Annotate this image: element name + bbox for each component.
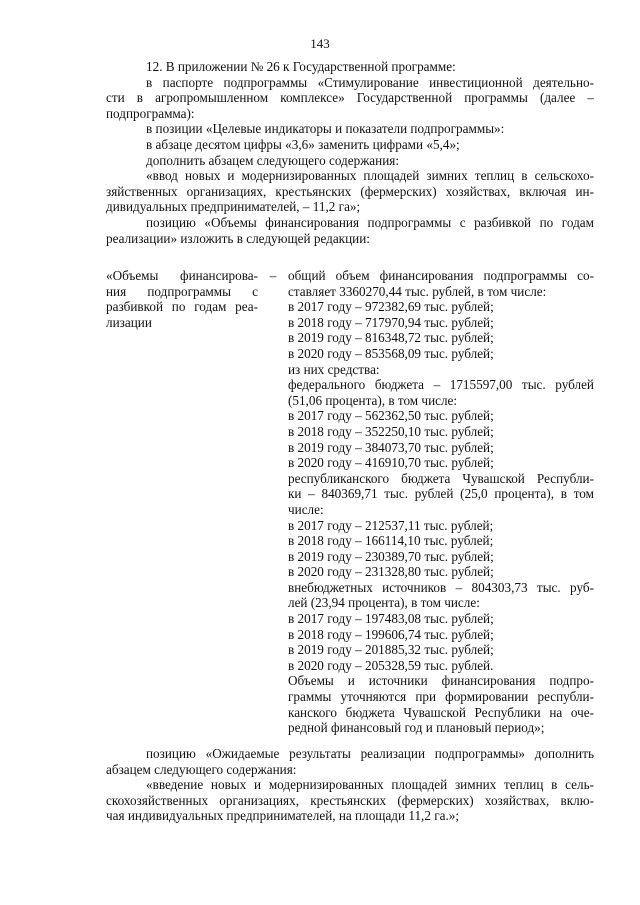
right-line: в 2018 году – 199606,74 тыс. рублей; bbox=[288, 626, 494, 642]
paragraph-line: «введение новых и модернизированных площадей зимних теплиц в сель- bbox=[146, 777, 594, 793]
paragraph-line: дивидуальных предпринимателей, – 11,2 га»; bbox=[106, 199, 361, 215]
top-text-block bbox=[106, 59, 594, 246]
right-line: в 2019 году – 384073,70 тыс. рублей; bbox=[288, 439, 494, 455]
right-line: числе: bbox=[288, 501, 324, 517]
right-line: Объемы и источники финансирования подпро- bbox=[288, 673, 594, 689]
left-line: «Объемы финансирова- bbox=[106, 268, 258, 283]
right-line: в 2018 году – 352250,10 тыс. рублей; bbox=[288, 423, 494, 439]
table-left-column bbox=[106, 268, 258, 330]
paragraph-line: подпрограмма): bbox=[106, 105, 195, 121]
right-line: лей (23,94 процента), в том числе: bbox=[288, 595, 480, 611]
paragraph-line: позицию «Объемы финансирования подпрограммы с разбивкой по годам bbox=[146, 214, 594, 230]
right-line: в 2017 году – 212537,11 тыс. рублей; bbox=[288, 517, 494, 533]
left-line: лизации bbox=[106, 314, 152, 330]
paragraph-line: в паспорте подпрограммы «Стимулирование инвестиционной деятельно- bbox=[146, 74, 594, 90]
paragraph-line: реализации» изложить в следующей редакции: bbox=[106, 230, 370, 246]
paragraph-line: в позиции «Целевые индикаторы и показатели подпрограммы»: bbox=[146, 121, 505, 137]
paragraph-line: дополнить абзацем следующего содержания: bbox=[146, 152, 400, 168]
left-line: ния подпрограммы с bbox=[106, 283, 258, 299]
table-right-column bbox=[288, 268, 594, 736]
right-line: в 2018 году – 717970,94 тыс. рублей; bbox=[288, 314, 494, 330]
bottom-text-block bbox=[106, 746, 594, 824]
paragraph-line: позицию «Ожидаемые результаты реализации подпрограммы» дополнить bbox=[146, 746, 594, 761]
right-line: в 2020 году – 416910,70 тыс. рублей; bbox=[288, 455, 494, 471]
right-line: канского бюджета Чувашской Республики на оче- bbox=[288, 704, 594, 720]
paragraph-line: в абзаце десятом цифры «3,6» заменить цифрами «5,4»; bbox=[146, 136, 460, 152]
right-line: ки – 840369,71 тыс. рублей (25,0 процента), в том bbox=[288, 486, 594, 502]
right-line: в 2019 году – 201885,32 тыс. рублей; bbox=[288, 642, 494, 658]
paragraph-line: скохозяйственных организациях, крестьянских (фермерских) хозяйствах, вклю- bbox=[106, 792, 594, 808]
right-line: в 2017 году – 197483,08 тыс. рублей; bbox=[288, 611, 494, 627]
right-line: в 2020 году – 205328,59 тыс. рублей. bbox=[288, 657, 494, 673]
right-line: в 2020 году – 853568,09 тыс. рублей; bbox=[288, 345, 494, 361]
right-line: граммы уточняются при формировании республи- bbox=[288, 689, 594, 705]
right-line: в 2017 году – 562362,50 тыс. рублей; bbox=[288, 408, 494, 424]
right-line: (51,06 процента), в том числе: bbox=[288, 392, 458, 408]
right-line: в 2019 году – 230389,70 тыс. рублей; bbox=[288, 548, 494, 564]
right-line: в 2017 году – 972382,69 тыс. рублей; bbox=[288, 299, 494, 315]
paragraph-line: сти в агропромышленном комплексе» Государственной программы (далее – bbox=[106, 90, 594, 106]
table-dash: – bbox=[269, 268, 277, 283]
right-line: в 2020 году – 231328,80 тыс. рублей; bbox=[288, 564, 494, 580]
right-line: в 2019 году – 816348,72 тыс. рублей; bbox=[288, 330, 494, 346]
paragraph-line: «ввод новых и модернизированных площадей зимних теплиц в сельскохо- bbox=[146, 168, 594, 184]
right-line: республиканского бюджета Чувашской Республи- bbox=[288, 470, 594, 486]
paragraph-line: зяйственных организациях, крестьянских (фермерских) хозяйствах, включая ин- bbox=[106, 183, 594, 199]
right-line: внебюджетных источников – 804303,73 тыс. руб- bbox=[288, 579, 594, 595]
right-line: редной финансовый год и плановый период»; bbox=[288, 720, 545, 736]
right-line: из них средства: bbox=[288, 361, 380, 377]
paragraph-line: чая индивидуальных предпринимателей, на площади 11,2 га.»; bbox=[106, 808, 460, 824]
right-line: в 2018 году – 166114,10 тыс. рублей; bbox=[288, 533, 494, 549]
paragraph-line: абзацем следующего содержания: bbox=[106, 761, 297, 777]
left-line: разбивкой по годам реа- bbox=[106, 299, 258, 315]
right-line: федерального бюджета – 1715597,00 тыс. рублей bbox=[288, 377, 594, 393]
paragraph-line: 12. В приложении № 26 к Государственной программе: bbox=[146, 59, 456, 74]
right-line: общий объем финансирования подпрограммы со- bbox=[288, 268, 594, 283]
right-line: ставляет 3360270,44 тыс. рублей, в том числе: bbox=[288, 283, 547, 299]
page-number: 143 bbox=[310, 36, 330, 51]
